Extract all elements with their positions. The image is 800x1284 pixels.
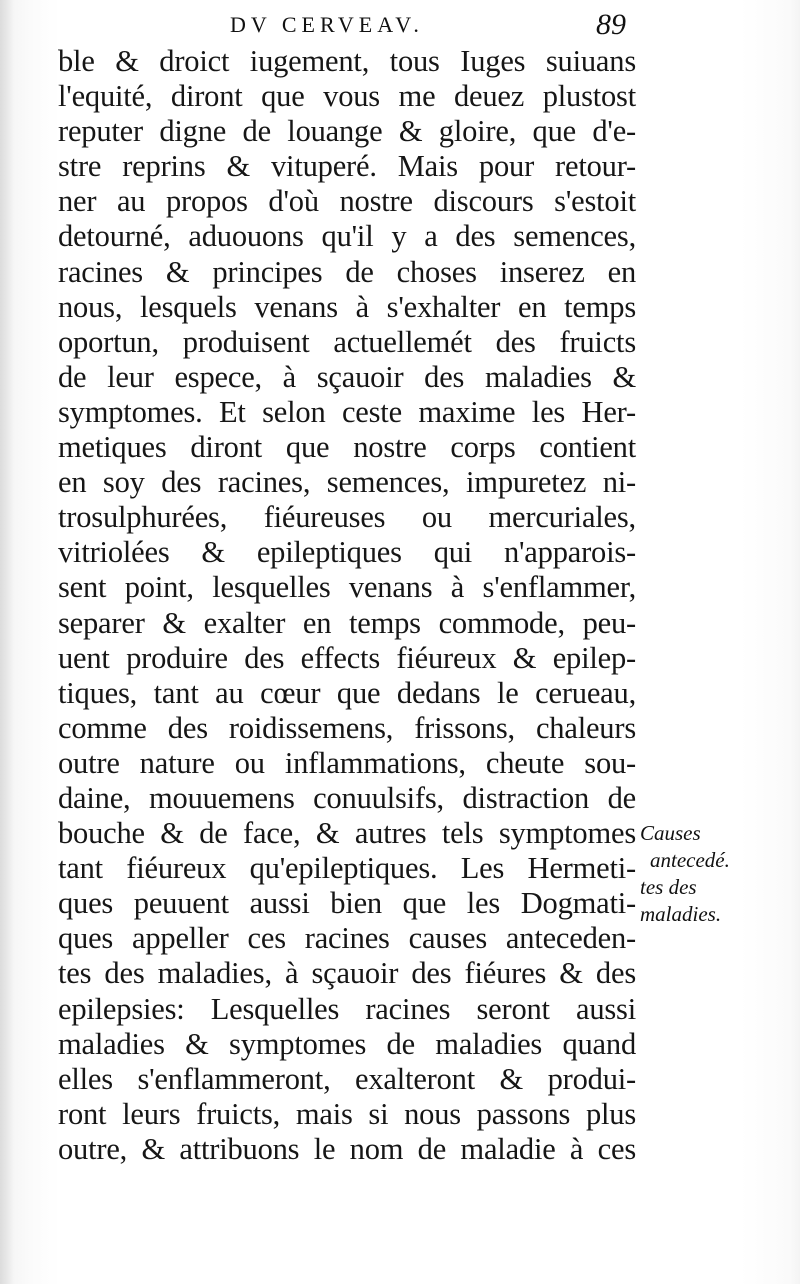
text-line: nous, lesquels venans à s'exhalter en temps <box>58 289 636 324</box>
text-line: l'equité, diront que vous me deuez plustost <box>58 79 636 114</box>
text-line: vitriolées & epileptiques qui n'apparois- <box>58 535 636 570</box>
page-number: 89 <box>596 8 626 41</box>
text-line: tes des maladies, à sçauoir des fiéures & des <box>58 956 636 991</box>
text-line: detourné, aduouons qu'il y a des semences, <box>58 219 636 254</box>
running-title: DV CERVEAV. <box>230 12 424 37</box>
text-line: racines & principes de choses inserez en <box>58 254 636 289</box>
text-line: outre nature ou inflammations, cheute sou- <box>58 745 636 780</box>
text-line: oportun, produisent actuellemét des fruicts <box>58 324 636 359</box>
margin-note-line: Causes <box>640 821 701 845</box>
text-line: ront leurs fruicts, mais si nous passons plus <box>58 1096 636 1131</box>
margin-note-line: tes des <box>640 875 697 899</box>
text-line: outre, & attribuons le nom de maladie à ces <box>58 1131 636 1166</box>
text-line: ner au propos d'où nostre discours s'estoit <box>58 184 636 219</box>
text-line: epilepsies: Lesquelles racines seront aussi <box>58 991 636 1026</box>
text-line: symptomes. Et selon ceste maxime les Her- <box>58 394 636 429</box>
text-line: sent point, lesquelles venans à s'enflammer, <box>58 570 636 605</box>
body-text <box>58 44 636 1167</box>
gutter-shadow <box>0 0 14 1284</box>
text-line: ques peuuent aussi bien que les Dogmati- <box>58 886 636 921</box>
text-line: ques appeller ces racines causes anteceden- <box>58 921 636 956</box>
text-line: tiques, tant au cœur que dedans le cerueau, <box>58 675 636 710</box>
margin-note <box>640 820 780 928</box>
text-line: en soy des racines, semences, impuretez ni- <box>58 465 636 500</box>
text-line: comme des roidissemens, frissons, chaleurs <box>58 710 636 745</box>
text-line: trosulphurées, fiéureuses ou mercuriales, <box>58 500 636 535</box>
text-line: uent produire des effects fiéureux & epilep- <box>58 640 636 675</box>
text-line: stre reprins & vituperé. Mais pour retour- <box>58 149 636 184</box>
text-line: elles s'enflammeront, exalteront & produi- <box>58 1061 636 1096</box>
text-line: reputer digne de louange & gloire, que d'e- <box>58 114 636 149</box>
text-line: metiques diront que nostre corps contient <box>58 430 636 465</box>
text-line: tant fiéureux qu'epileptiques. Les Hermeti- <box>58 851 636 886</box>
text-line: separer & exalter en temps commode, peu- <box>58 605 636 640</box>
text-line: maladies & symptomes de maladies quand <box>58 1026 636 1061</box>
margin-note-line: maladies. <box>640 902 722 926</box>
margin-note-line: antecedé. <box>650 848 730 872</box>
text-line: daine, mouuemens conuulsifs, distraction de <box>58 780 636 815</box>
text-line: bouche & de face, & autres tels symptomes <box>58 816 636 851</box>
text-line: ble & droict iugement, tous Iuges suiuans <box>58 44 636 78</box>
text-line: de leur espece, à sçauoir des maladies & <box>58 359 636 394</box>
